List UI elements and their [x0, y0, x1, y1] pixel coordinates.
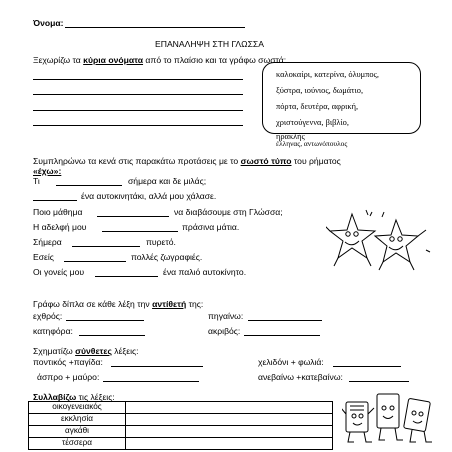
- sentence-start: Η αδελφή μου: [33, 222, 87, 232]
- blank-line[interactable]: [102, 231, 178, 232]
- answer-line[interactable]: [66, 320, 144, 321]
- ex5-key: Συλλαβίζω: [33, 392, 77, 402]
- ex4-post: λέξεις:: [111, 346, 139, 356]
- syllable-answer-cell[interactable]: [126, 426, 333, 438]
- ex3-post: της:: [186, 299, 204, 309]
- box-word-line: καλοκαίρι, κατερίνα, όλυμπος,: [276, 70, 379, 79]
- answer-line[interactable]: [333, 366, 401, 367]
- opposite-word: πηγαίνω:: [208, 311, 244, 321]
- opposite-word: κατηφόρα:: [33, 326, 73, 336]
- compound-pair: άσπρο + μαύρο:: [37, 372, 100, 382]
- name-label: Όνομα:: [33, 18, 64, 28]
- compound-pair: ανεβαίνω +κατεβαίνω:: [258, 372, 343, 382]
- sentence-end: πυρετό.: [146, 237, 176, 247]
- table-row: [29, 438, 333, 450]
- compound-pair: χελιδόνι + φωλιά:: [258, 357, 324, 367]
- answer-line[interactable]: [79, 335, 145, 336]
- ex3-key: αντίθετή: [152, 299, 187, 309]
- ex1-pre: Ξεχωρίζω τα: [33, 55, 84, 65]
- ex2-key: σωστό τύπο: [240, 156, 292, 166]
- ex5-post: τις λέξεις:: [76, 392, 115, 402]
- opposite-word: ακριβός:: [208, 326, 241, 336]
- sentence-start: Τι: [33, 176, 40, 186]
- sentence-start: Οι γονείς μου: [33, 267, 85, 277]
- box-word-line: ηρακλής: [276, 132, 305, 141]
- ex2-sentence: [33, 177, 40, 186]
- blank-line[interactable]: [33, 200, 77, 201]
- ex1-instruction: [33, 56, 286, 65]
- table-row: [29, 414, 333, 426]
- syllable-word: αγκάθι: [29, 426, 126, 438]
- answer-line[interactable]: [349, 381, 409, 382]
- ex4-pre: Σχηματίζω: [33, 346, 76, 356]
- box-word-line: έλληνας, αντωνόπουλος: [276, 139, 348, 148]
- ex4-instruction: [33, 347, 139, 356]
- ex3-instruction: [33, 300, 203, 309]
- syllable-answer-cell[interactable]: [126, 438, 333, 450]
- answer-line[interactable]: [103, 381, 199, 382]
- ex2-post: του ρήματος: [291, 156, 341, 166]
- sentence-end: να διαβάσουμε στη Γλώσσα;: [174, 207, 283, 217]
- syllable-word: οικογενειακός: [29, 402, 126, 414]
- answer-line[interactable]: [111, 366, 203, 367]
- blank-line[interactable]: [97, 216, 169, 217]
- sentence-end: πράσινα μάτια.: [182, 222, 240, 232]
- answer-line[interactable]: [33, 110, 243, 111]
- answer-line[interactable]: [33, 94, 243, 95]
- ex2-instruction: [33, 157, 341, 166]
- sentence-start: Σήμερα: [33, 237, 62, 247]
- ex1-key: κύρια ονόματα: [83, 55, 144, 65]
- ex1-post: από το πλαίσιο και τα γράφω σωστά:: [143, 55, 287, 65]
- box-word-line: ξύστρα, ιούνιος, δωμάτιο,: [276, 86, 364, 95]
- ex3-pre: Γράφω δίπλα σε κάθε λέξη την: [33, 299, 153, 309]
- stars-clipart-icon: [326, 206, 432, 274]
- sentence-end: πολλές ζωγραφιές.: [131, 252, 203, 262]
- table-row: [29, 402, 333, 414]
- sentence-start: Ποιο μάθημα: [33, 207, 83, 217]
- answer-line[interactable]: [244, 335, 320, 336]
- syllable-word: εκκλησία: [29, 414, 126, 426]
- syllable-answer-cell[interactable]: [126, 402, 333, 414]
- ex4-key: σύνθετες: [75, 346, 112, 356]
- name-field[interactable]: [65, 27, 245, 28]
- sentence-end: σήμερα και δε μιλάς;: [128, 176, 207, 186]
- syllable-table: [28, 401, 333, 450]
- box-word-line: πόρτα, δευτέρα, αφρική,: [276, 102, 359, 111]
- opposite-word: εχθρός:: [33, 311, 63, 321]
- sentence-start: Εσείς: [33, 252, 54, 262]
- blank-line[interactable]: [72, 246, 140, 247]
- ex2-verb: «έχω»:: [33, 166, 62, 176]
- answer-line[interactable]: [33, 125, 243, 126]
- page-title: ΕΠΑΝΑΛΗΨΗ ΣΤΗ ΓΛΩΣΣΑ: [155, 39, 264, 49]
- answer-line[interactable]: [248, 320, 322, 321]
- answer-line[interactable]: [33, 79, 243, 80]
- table-row: [29, 426, 333, 438]
- ex2-pre: Συμπληρώνω τα κενά στις παρακάτω προτάσεις με το: [33, 156, 241, 166]
- syllable-word: τέσσερα: [29, 438, 126, 450]
- syllable-answer-cell[interactable]: [126, 414, 333, 426]
- sentence-end: ένα αυτοκινητάκι, αλλά μου χάλασε.: [81, 191, 217, 201]
- sentence-end: ένα παλιό αυτοκίνητο.: [163, 267, 247, 277]
- compound-pair: ποντικός +παγίδα:: [33, 357, 103, 367]
- blank-line[interactable]: [64, 261, 126, 262]
- books-clipart-icon: [342, 384, 434, 448]
- box-word-line: χριστούγεννα, βιβλίο,: [276, 118, 349, 127]
- blank-line[interactable]: [56, 185, 122, 186]
- blank-line[interactable]: [95, 276, 158, 277]
